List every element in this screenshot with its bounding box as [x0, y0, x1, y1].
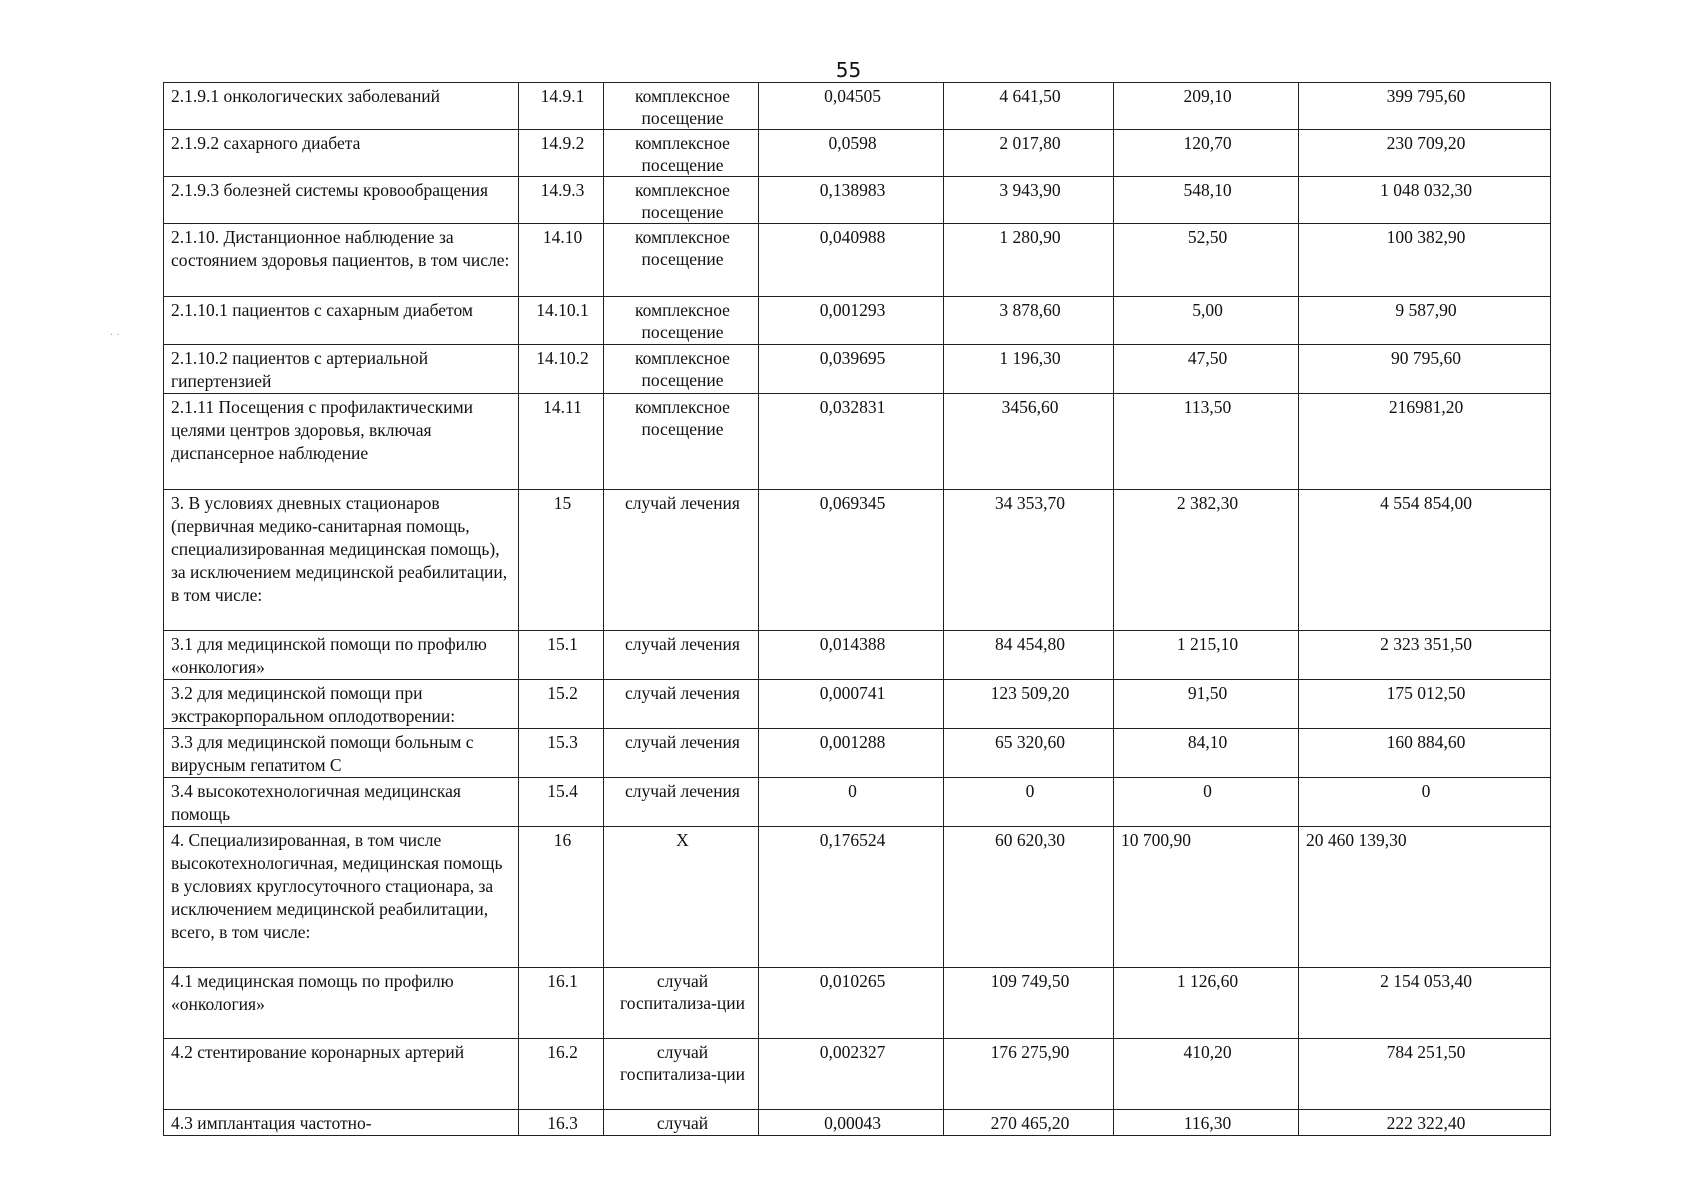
row-code-cell: 15.2 [519, 680, 604, 729]
row-cost-cell: 65 320,60 [944, 729, 1114, 778]
row-unit-cell: комплексное посещение [604, 345, 759, 394]
table-row [164, 729, 1551, 778]
row-norm-cell: 0,069345 [759, 490, 944, 631]
row-unit-cell: комплексное посещение [604, 297, 759, 345]
row-unit-cell: случай лечения [604, 490, 759, 631]
row-norm-cell: 0,014388 [759, 631, 944, 680]
row-unit-cell: комплексное посещение [604, 177, 759, 224]
table-row [164, 680, 1551, 729]
row-norm-cell: 0,001293 [759, 297, 944, 345]
row-total-cell: 784 251,50 [1299, 1039, 1551, 1110]
row-cost-cell: 60 620,30 [944, 827, 1114, 968]
row-unit-cell: X [604, 827, 759, 968]
row-total-cell: 2 323 351,50 [1299, 631, 1551, 680]
row-per-capita-cell: 1 215,10 [1114, 631, 1299, 680]
row-norm-cell: 0,010265 [759, 968, 944, 1039]
row-per-capita-cell: 10 700,90 [1114, 827, 1299, 968]
row-norm-cell: 0,000741 [759, 680, 944, 729]
row-per-capita-cell: 410,20 [1114, 1039, 1299, 1110]
row-code-cell: 15.4 [519, 778, 604, 827]
table-row [164, 1039, 1551, 1110]
row-cost-cell: 4 641,50 [944, 83, 1114, 130]
row-total-cell: 1 048 032,30 [1299, 177, 1551, 224]
row-unit-cell: комплексное посещение [604, 224, 759, 297]
row-name-cell: 3.4 высокотехнологичная медицинская помощь [164, 778, 519, 827]
row-unit-cell: случай лечения [604, 729, 759, 778]
medical-care-table [163, 82, 1551, 1136]
row-code-cell: 16.1 [519, 968, 604, 1039]
row-code-cell: 14.10.2 [519, 345, 604, 394]
table-row [164, 490, 1551, 631]
row-cost-cell: 109 749,50 [944, 968, 1114, 1039]
row-name-cell: 2.1.10.1 пациентов с сахарным диабетом [164, 297, 519, 345]
table-row [164, 130, 1551, 177]
row-cost-cell: 2 017,80 [944, 130, 1114, 177]
row-total-cell: 90 795,60 [1299, 345, 1551, 394]
row-total-cell: 9 587,90 [1299, 297, 1551, 345]
table-row [164, 83, 1551, 130]
row-cost-cell: 3 878,60 [944, 297, 1114, 345]
row-cost-cell: 123 509,20 [944, 680, 1114, 729]
row-code-cell: 15.1 [519, 631, 604, 680]
row-norm-cell: 0,040988 [759, 224, 944, 297]
row-name-cell: 2.1.9.2 сахарного диабета [164, 130, 519, 177]
row-name-cell: 3. В условиях дневных стационаров (первичная медико-санитарная помощь, специализированная медицинская помощь), за исключением медицинской реабилитации, в том числе: [164, 490, 519, 631]
row-per-capita-cell: 116,30 [1114, 1110, 1299, 1136]
row-cost-cell: 1 280,90 [944, 224, 1114, 297]
row-norm-cell: 0 [759, 778, 944, 827]
row-name-cell: 2.1.9.3 болезней системы кровообращения [164, 177, 519, 224]
row-unit-cell: комплексное посещение [604, 130, 759, 177]
table-row [164, 827, 1551, 968]
row-code-cell: 14.10 [519, 224, 604, 297]
row-cost-cell: 84 454,80 [944, 631, 1114, 680]
row-name-cell: 2.1.9.1 онкологических заболеваний [164, 83, 519, 130]
row-total-cell: 230 709,20 [1299, 130, 1551, 177]
row-per-capita-cell: 2 382,30 [1114, 490, 1299, 631]
table-row [164, 631, 1551, 680]
row-code-cell: 14.9.1 [519, 83, 604, 130]
row-code-cell: 15 [519, 490, 604, 631]
table-row [164, 177, 1551, 224]
row-per-capita-cell: 120,70 [1114, 130, 1299, 177]
row-unit-cell: случай лечения [604, 631, 759, 680]
row-unit-cell: случай госпитализа-ции [604, 968, 759, 1039]
row-name-cell: 4. Специализированная, в том числе высокотехнологичная, медицинская помощь в условиях круглосуточного стационара, за исключением медицинской реабилитации, всего, в том числе: [164, 827, 519, 968]
scan-artifact-mark: · · [110, 330, 120, 341]
row-cost-cell: 1 196,30 [944, 345, 1114, 394]
row-cost-cell: 3 943,90 [944, 177, 1114, 224]
row-code-cell: 16.3 [519, 1110, 604, 1136]
row-norm-cell: 0,002327 [759, 1039, 944, 1110]
table-row [164, 345, 1551, 394]
table-row [164, 968, 1551, 1039]
table-row [164, 297, 1551, 345]
row-norm-cell: 0,032831 [759, 394, 944, 490]
table-row [164, 1110, 1551, 1136]
row-total-cell: 399 795,60 [1299, 83, 1551, 130]
row-name-cell: 2.1.10. Дистанционное наблюдение за состоянием здоровья пациентов, в том числе: [164, 224, 519, 297]
row-name-cell: 4.3 имплантация частотно- [164, 1110, 519, 1136]
table-row [164, 224, 1551, 297]
row-per-capita-cell: 47,50 [1114, 345, 1299, 394]
table-row [164, 778, 1551, 827]
row-per-capita-cell: 5,00 [1114, 297, 1299, 345]
row-name-cell: 3.1 для медицинской помощи по профилю «онкология» [164, 631, 519, 680]
row-unit-cell: случай лечения [604, 778, 759, 827]
row-per-capita-cell: 548,10 [1114, 177, 1299, 224]
row-cost-cell: 0 [944, 778, 1114, 827]
row-norm-cell: 0,001288 [759, 729, 944, 778]
row-unit-cell: случай [604, 1110, 759, 1136]
row-total-cell: 100 382,90 [1299, 224, 1551, 297]
row-name-cell: 2.1.11 Посещения с профилактическими целями центров здоровья, включая диспансерное наблюдение [164, 394, 519, 490]
row-total-cell: 216981,20 [1299, 394, 1551, 490]
row-name-cell: 3.2 для медицинской помощи при экстракорпоральном оплодотворении: [164, 680, 519, 729]
row-code-cell: 14.10.1 [519, 297, 604, 345]
row-name-cell: 3.3 для медицинской помощи больным с вирусным гепатитом С [164, 729, 519, 778]
row-per-capita-cell: 0 [1114, 778, 1299, 827]
row-code-cell: 16 [519, 827, 604, 968]
row-name-cell: 2.1.10.2 пациентов с артериальной гипертензией [164, 345, 519, 394]
row-per-capita-cell: 113,50 [1114, 394, 1299, 490]
row-total-cell: 0 [1299, 778, 1551, 827]
row-norm-cell: 0,138983 [759, 177, 944, 224]
row-total-cell: 175 012,50 [1299, 680, 1551, 729]
row-norm-cell: 0,039695 [759, 345, 944, 394]
row-per-capita-cell: 52,50 [1114, 224, 1299, 297]
row-cost-cell: 34 353,70 [944, 490, 1114, 631]
row-norm-cell: 0,00043 [759, 1110, 944, 1136]
row-norm-cell: 0,04505 [759, 83, 944, 130]
row-cost-cell: 3456,60 [944, 394, 1114, 490]
row-total-cell: 222 322,40 [1299, 1110, 1551, 1136]
row-name-cell: 4.2 стентирование коронарных артерий [164, 1039, 519, 1110]
row-total-cell: 2 154 053,40 [1299, 968, 1551, 1039]
row-per-capita-cell: 84,10 [1114, 729, 1299, 778]
row-unit-cell: комплексное посещение [604, 394, 759, 490]
row-unit-cell: комплексное посещение [604, 83, 759, 130]
row-unit-cell: случай лечения [604, 680, 759, 729]
row-cost-cell: 270 465,20 [944, 1110, 1114, 1136]
row-unit-cell: случай госпитализа-ции [604, 1039, 759, 1110]
row-cost-cell: 176 275,90 [944, 1039, 1114, 1110]
page-number: 55 [835, 58, 862, 82]
row-code-cell: 14.11 [519, 394, 604, 490]
row-per-capita-cell: 1 126,60 [1114, 968, 1299, 1039]
row-total-cell: 4 554 854,00 [1299, 490, 1551, 631]
row-norm-cell: 0,0598 [759, 130, 944, 177]
row-total-cell: 20 460 139,30 [1299, 827, 1551, 968]
table-row [164, 394, 1551, 490]
row-norm-cell: 0,176524 [759, 827, 944, 968]
row-code-cell: 14.9.3 [519, 177, 604, 224]
row-code-cell: 14.9.2 [519, 130, 604, 177]
row-per-capita-cell: 209,10 [1114, 83, 1299, 130]
row-total-cell: 160 884,60 [1299, 729, 1551, 778]
row-code-cell: 15.3 [519, 729, 604, 778]
row-code-cell: 16.2 [519, 1039, 604, 1110]
row-per-capita-cell: 91,50 [1114, 680, 1299, 729]
row-name-cell: 4.1 медицинская помощь по профилю «онкология» [164, 968, 519, 1039]
